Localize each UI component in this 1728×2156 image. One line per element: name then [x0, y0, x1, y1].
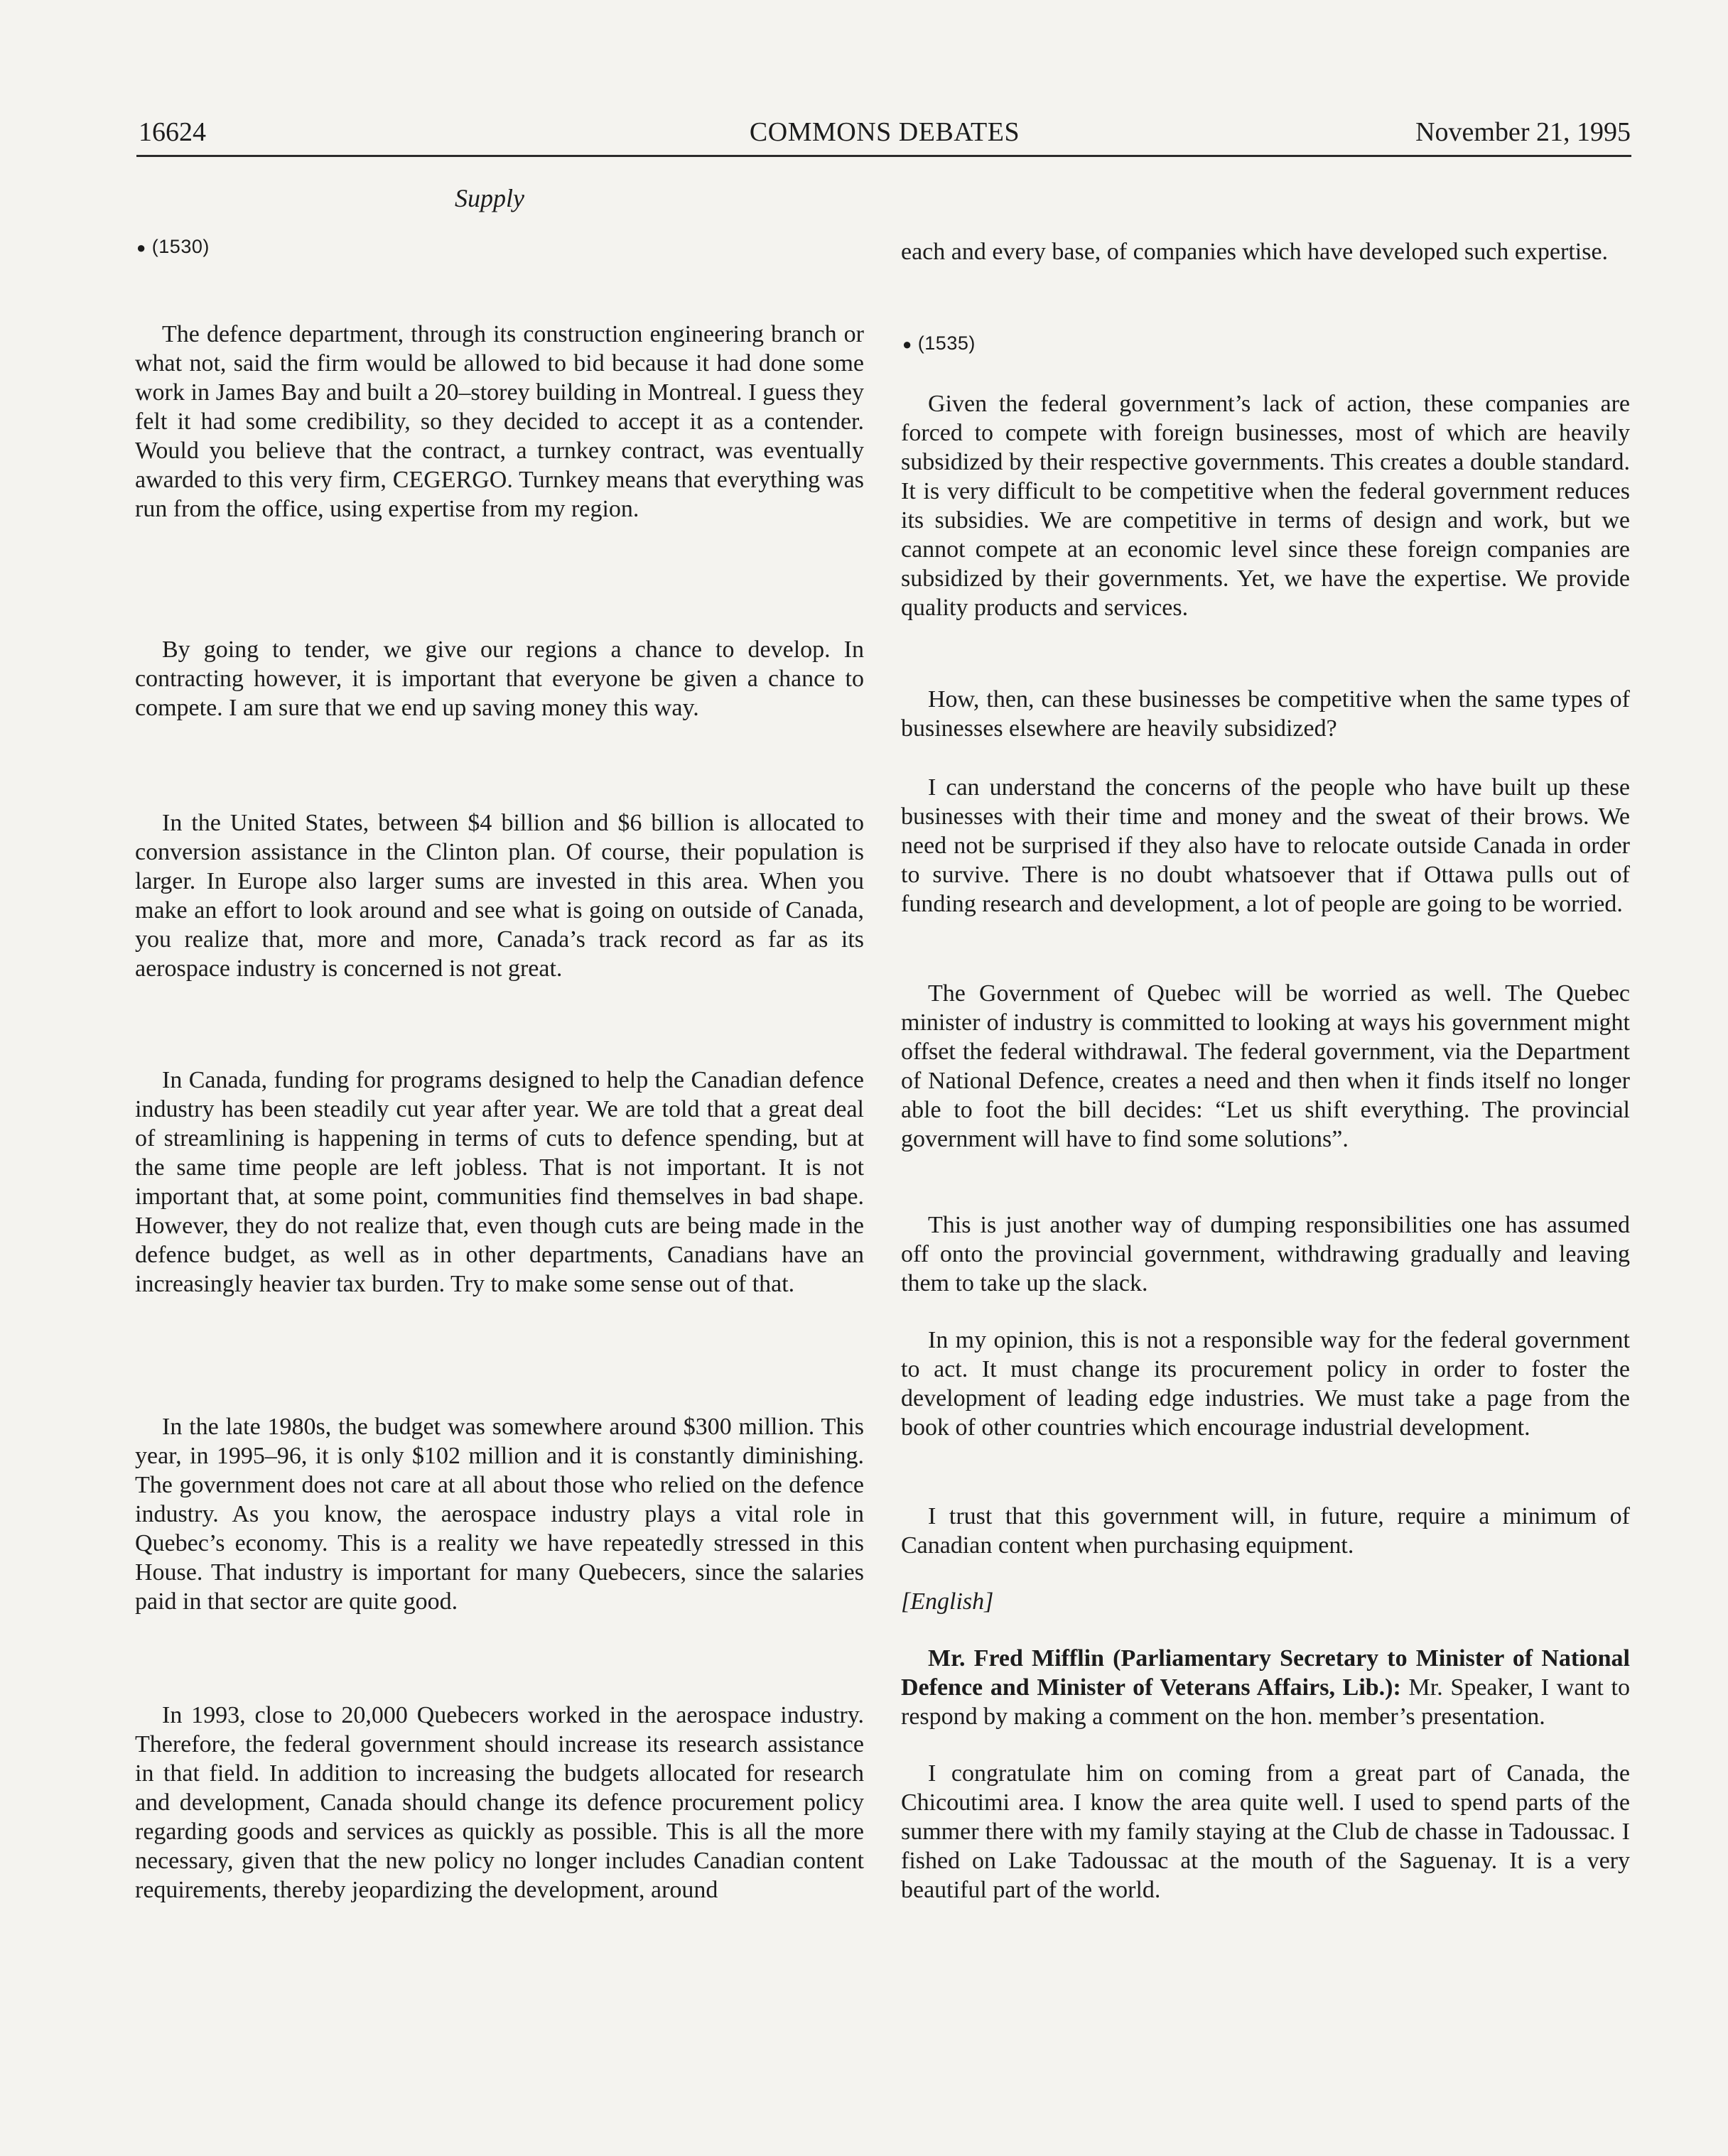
paragraph-text: This is just another way of dumping responsibilities one has assumed off onto the provincial government, withdrawing gradually and leaving them to take up the slack. [901, 1212, 1630, 1296]
left-column [135, 0, 864, 2156]
paragraph [901, 773, 1630, 919]
paragraph [135, 1701, 864, 1905]
paragraph [901, 685, 1630, 743]
paragraph-text: In 1993, close to 20,000 Quebecers worked in the aerospace industry. Therefore, the federal government should increase its research assistance in that field. In addition to increasing the budgets allocated for research and development, Canada should change its defence procurement policy regarding goods and services as quickly as possible. This is all the more necessary, given that the new policy no longer includes Canadian content requirements, thereby jeopardizing the development, around [135, 1702, 864, 1903]
paragraph-text: In Canada, funding for programs designed to help the Canadian defence industry has been steadily cut year after year. We are told that a great deal of streamlining is happening in terms of cuts to defence spending, but at the same time people are left jobless. That is not important. It is not important that, at some point, communities find themselves in bad shape. However, they do not realize that, even though cuts are being made in the defence budget, as well as in other departments, Canadians have an increasingly heavier tax burden. Try to make some sense out of that. [135, 1067, 864, 1297]
paragraph-text: How, then, can these businesses be competitive when the same types of businesses elsewhere are heavily subsidized? [901, 686, 1630, 742]
timestamp-label: (1535) [917, 332, 976, 354]
paragraph-text: I can understand the concerns of the people who have built up these businesses with their time and money and the sweat of their brows. We need not be surprised if they also have to relocate outside Canada in order to survive. There is no doubt whatsoever that if Ottawa pulls out of funding research and development, a lot of people are going to be worried. [901, 774, 1630, 917]
paragraph-text: In the United States, between $4 billion and $6 billion is allocated to conversion assistance in the Clinton plan. Of course, their population is larger. In Europe also larger sums are invested in this area. When you make an effort to look around and see what is going on outside of Canada, you realize that, more and more, Canada’s track record as far as its aerospace industry is concerned is not great. [135, 810, 864, 982]
paragraph [135, 808, 864, 983]
speaker-name: Mr. Fred Mifflin (Parliamentary Secretary to Minister of National Defence and Minister of Veterans Affairs, Lib.): [901, 1645, 1630, 1701]
speaker-text: Mr. Speaker, I want to respond by making a comment on the hon. member’s presentation. [901, 1674, 1631, 1730]
bullet-icon: ● [136, 239, 146, 256]
paragraph [135, 320, 864, 524]
language-tag-text: [English] [901, 1588, 994, 1615]
publication-date: November 21, 1995 [1415, 117, 1631, 147]
paragraph-text: I trust that this government will, in future, require a minimum of Canadian content when purchasing equipment. [901, 1503, 1630, 1559]
section-title: Supply [455, 184, 524, 212]
timestamp-label: (1530) [151, 236, 210, 257]
paragraph [901, 237, 1630, 266]
journal-title: COMMONS DEBATES [749, 117, 1020, 147]
paragraph [135, 1412, 864, 1616]
paragraph-text: By going to tender, we give our regions a chance to develop. In contracting however, it is important that everyone be given a chance to compete. I am sure that we end up saving money this way. [135, 636, 864, 721]
paragraph-text: The Government of Quebec will be worried as well. The Quebec minister of industry is committed to looking at ways his government might offset the federal withdrawal. The federal government, via the Department of National Defence, creates a need and then when it finds itself no longer able to foot the bill decides: “Let us shift everything. The provincial government will have to find some solutions”. [901, 980, 1630, 1152]
paragraph-text: Given the federal government’s lack of action, these companies are forced to compete with foreign businesses, most of which are heavily subsidized by their respective governments. This creates a double standard. It is very difficult to be competitive when the federal government reduces its subsidies. We are competitive in terms of design and work, but we cannot compete at an economic level since these foreign companies are subsidized by their governments. Yet, we have the expertise. We provide quality products and services. [901, 391, 1630, 621]
paragraph [901, 1326, 1630, 1442]
paragraph [135, 635, 864, 722]
bullet-icon: ● [902, 335, 912, 353]
paragraph [901, 1502, 1630, 1560]
paragraph-text: The defence department, through its construction engineering branch or what not, said the firm would be allowed to bid because it had done some work in James Bay and built a 20–storey building in Montreal. I guess they felt it had some credibility, so they decided to accept it as a contender. Would you believe that the contract, a turnkey contract, was eventually awarded to this very firm, CEGERGO. Turnkey means that everything was run from the office, using expertise from my region. [135, 321, 864, 522]
paragraph-text: In my opinion, this is not a responsible way for the federal government to act. It must change its procurement policy in order to foster the development of leading edge industries. We must take a page from the book of other countries which encourage industrial development. [901, 1327, 1630, 1441]
paragraph [901, 389, 1630, 622]
paragraph-text: I congratulate him on coming from a great part of Canada, the Chicoutimi area. I know the area quite well. I used to spend parts of the summer there with my family staying at the Club de chasse in Tadoussac. I fished on Lake Tadoussac at the mouth of the Saguenay. It is a very beautiful part of the world. [901, 1760, 1630, 1903]
right-column [901, 0, 1630, 2156]
paragraph [901, 1210, 1630, 1298]
paragraph [901, 979, 1630, 1154]
page-number: 16624 [139, 117, 206, 147]
language-tag [901, 1587, 1630, 1616]
paragraph [135, 1066, 864, 1299]
paragraph-text: In the late 1980s, the budget was somewhere around $300 million. This year, in 1995–96, it is only $102 million and it is constantly diminishing. The government does not care at all about those who relied on the defence industry. As you know, the aerospace industry plays a vital role in Quebec’s economy. This is a reality we have repeatedly stressed in this House. That industry is important for many Quebecers, since the salaries paid in that sector are quite good. [135, 1414, 864, 1615]
paragraph-text: each and every base, of companies which have developed such expertise. [901, 239, 1609, 265]
paragraph [901, 1759, 1630, 1905]
timestamp-1535 [902, 332, 976, 355]
speaker-intervention [901, 1644, 1630, 1731]
timestamp-1530 [136, 236, 210, 259]
